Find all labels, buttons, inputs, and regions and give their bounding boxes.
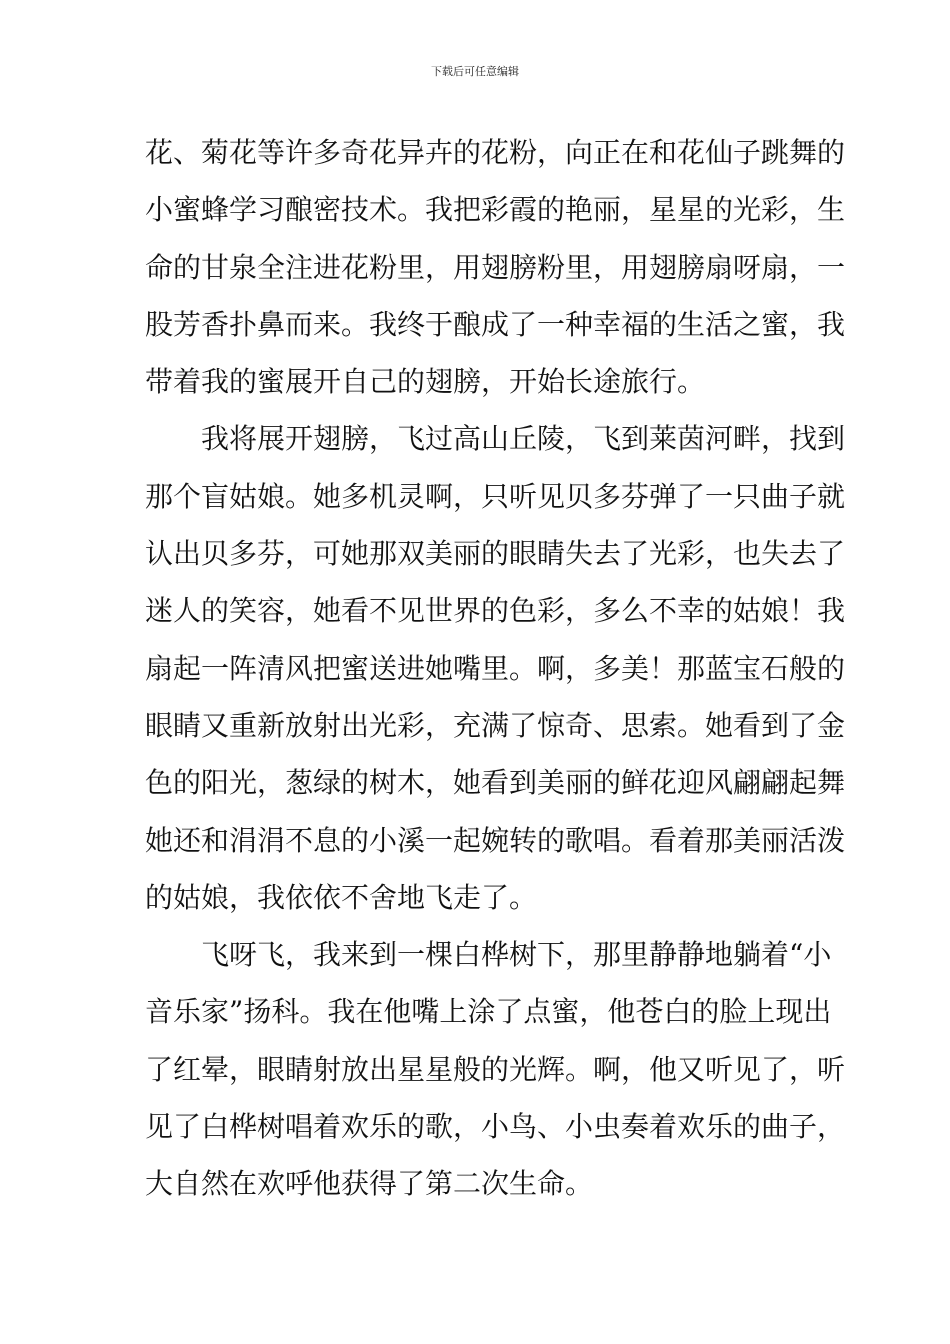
text-line: 她还和涓涓不息的小溪一起婉转的歌唱。看着那美丽活泼 — [145, 823, 846, 857]
page-header-note: 下载后可任意编辑 — [431, 65, 519, 78]
text-line: 命的甘泉全注进花粉里，用翅膀粉里，用翅膀扇呀扇，一 — [145, 250, 846, 284]
text-line: 飞呀飞，我来到一棵白桦树下，那里静静地躺着“小 — [145, 938, 832, 972]
text-line: 大自然在欢呼他获得了第二次生命。 — [145, 1167, 594, 1201]
text-line: 音乐家”扬科。我在他嘴上涂了点蜜，他苍白的脸上现出 — [145, 995, 832, 1029]
text-line: 花、菊花等许多奇花异卉的花粉，向正在和花仙子跳舞的 — [145, 136, 846, 169]
text-line: 股芳香扑鼻而来。我终于酿成了一种幸福的生活之蜜，我 — [145, 307, 846, 341]
text-line: 眼睛又重新放射出光彩，充满了惊奇、思索。她看到了金 — [145, 708, 846, 742]
text-line: 迷人的笑容，她看不见世界的色彩，多么不幸的姑娘！我 — [145, 594, 846, 628]
text-line: 的姑娘，我依依不舍地飞走了。 — [145, 880, 538, 914]
text-line: 色的阳光，葱绿的树木，她看到美丽的鲜花迎风翩翩起舞 — [145, 766, 846, 800]
body-text — [145, 124, 846, 1213]
text-line: 认出贝多芬，可她那双美丽的眼睛失去了光彩，也失去了 — [145, 537, 846, 571]
text-line: 见了白桦树唱着欢乐的歌，小鸟、小虫奏着欢乐的曲子， — [145, 1110, 846, 1144]
text-line: 小蜜蜂学习酿密技术。我把彩霞的艳丽，星星的光彩，生 — [145, 193, 846, 227]
text-line: 了红晕，眼睛射放出星星般的光辉。啊，他又听见了，听 — [145, 1052, 846, 1086]
text-line: 我将展开翅膀，飞过高山丘陵，飞到莱茵河畔，找到 — [145, 422, 846, 456]
text-line: 扇起一阵清风把蜜送进她嘴里。啊，多美！那蓝宝石般的 — [145, 651, 846, 685]
text-line: 带着我的蜜展开自己的翅膀，开始长途旅行。 — [145, 365, 706, 399]
text-line: 那个盲姑娘。她多机灵啊，只听见贝多芬弹了一只曲子就 — [145, 479, 846, 513]
